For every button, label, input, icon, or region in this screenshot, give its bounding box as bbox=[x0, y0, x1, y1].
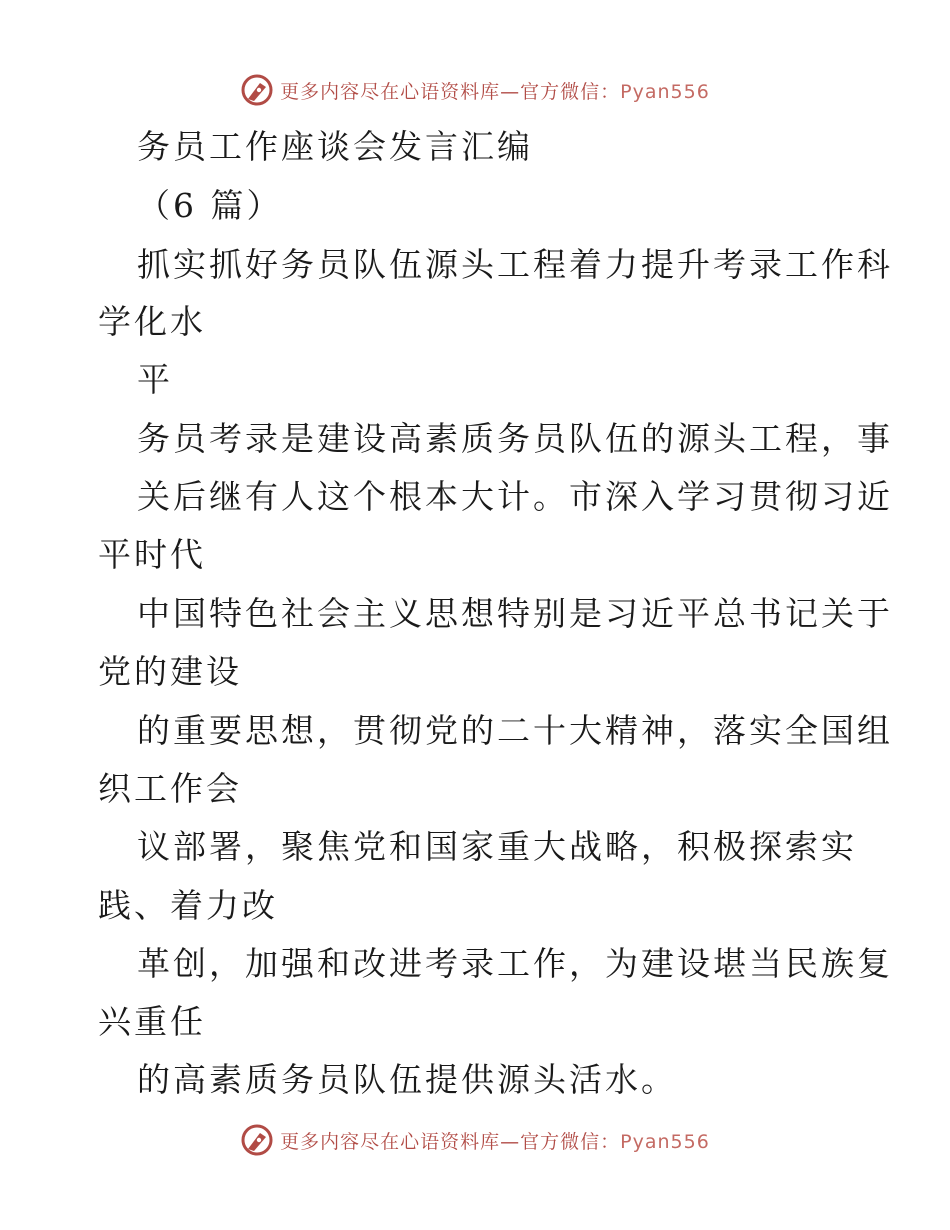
watermark-text bbox=[280, 1127, 710, 1154]
paragraph-line: 平时代 bbox=[98, 535, 206, 574]
paragraph-line: 议部署，聚焦党和国家重大战略，积极探索实 bbox=[137, 827, 857, 866]
section-heading-line: 学化水 bbox=[98, 302, 206, 341]
paragraph-line: 的高素质务员队伍提供源头活水。 bbox=[137, 1060, 677, 1099]
footer-watermark-banner bbox=[0, 1120, 950, 1160]
paragraph-line: 务员考录是建设高素质务员队伍的源头工程，事 bbox=[137, 419, 893, 458]
paragraph-line: 党的建设 bbox=[98, 652, 242, 691]
pen-nib-logo-icon bbox=[240, 1123, 274, 1157]
wechat-id: Pyan556 bbox=[620, 1130, 710, 1153]
section-heading-line: 平 bbox=[137, 360, 173, 399]
section-heading-line: 抓实抓好务员队伍源头工程着力提升考录工作科 bbox=[137, 245, 893, 284]
paragraph-line: 中国特色社会主义思想特别是习近平总书记关于 bbox=[137, 594, 893, 633]
paragraph-line: 织工作会 bbox=[98, 769, 242, 808]
document-title: 务员工作座谈会发言汇编 bbox=[137, 127, 533, 166]
paragraph-line: 践、着力改 bbox=[98, 886, 278, 925]
paragraph-line: 关后继有人这个根本大计。市深入学习贯彻习近 bbox=[137, 477, 893, 516]
paragraph-line: 革创，加强和改进考录工作，为建设堪当民族复 bbox=[137, 944, 893, 983]
document-subtitle: （6 篇） bbox=[137, 186, 283, 225]
watermark-label: 更多内容尽在心语资料库—官方微信： bbox=[280, 1130, 621, 1153]
header-watermark-banner bbox=[0, 70, 950, 110]
watermark-label: 更多内容尽在心语资料库—官方微信： bbox=[280, 80, 621, 103]
paragraph-line: 兴重任 bbox=[98, 1002, 206, 1041]
pen-nib-logo-icon bbox=[240, 73, 274, 107]
wechat-id: Pyan556 bbox=[620, 80, 710, 103]
watermark-text bbox=[280, 77, 710, 104]
paragraph-line: 的重要思想，贯彻党的二十大精神，落实全国组 bbox=[137, 711, 893, 750]
